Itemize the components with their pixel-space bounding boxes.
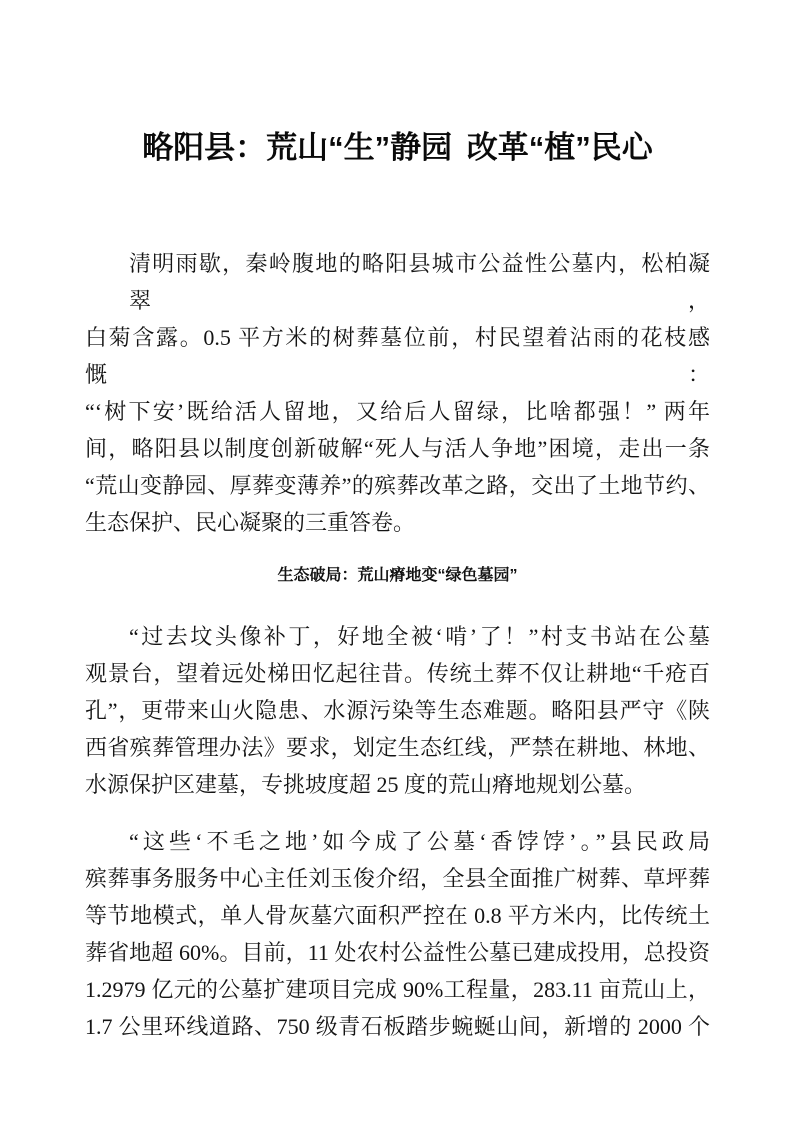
body-line: 清明雨歇，秦岭腹地的略阳县城市公益性公墓内，松柏凝翠，	[129, 251, 710, 313]
body-line: 葬省地超 60%。目前，11 处农村公益性公墓已建成投用，总投资	[85, 940, 710, 965]
body-line: 白菊含露。0.5 平方米的树葬墓位前，村民望着沾雨的花枝感慨：	[85, 325, 710, 387]
body-line: 殡葬事务服务中心主任刘玉俊介绍，全县全面推广树葬、草坪葬	[85, 866, 710, 891]
body-line: “过去坟头像补丁，好地全被‘啃’了！”村支书站在公墓	[129, 624, 710, 649]
body-line: 观景台，望着远处梯田忆起往昔。传统土葬不仅让耕地“千疮百	[85, 661, 710, 686]
body-line: 1.7 公里环线道路、750 级青石板踏步蜿蜒山间，新增的 2000 个	[85, 1014, 710, 1039]
body-line: 西省殡葬管理办法》要求，划定生态红线，严禁在耕地、林地、	[85, 735, 710, 760]
body-line: 生态保护、民心凝聚的三重答卷。	[85, 510, 416, 535]
body-line: “‘树下安’既给活人留地，又给后人留绿，比啥都强！” 两年	[85, 399, 710, 424]
body-line: 孔”，更带来山火隐患、水源污染等生态难题。略阳县严守《陕	[85, 698, 710, 723]
paragraph	[85, 618, 710, 803]
body-line: 间，略阳县以制度创新破解“死人与活人争地”困境，走出一条	[85, 436, 710, 461]
body-line: “这些‘不毛之地’如今成了公墓‘香饽饽’。”县民政局	[129, 829, 710, 854]
body-line: 1.2979 亿元的公墓扩建项目完成 90%工程量，283.11 亩荒山上，	[85, 977, 710, 1002]
section-heading: 生态破局：荒山瘠地变“绿色墓园”	[277, 567, 518, 584]
document-body	[85, 245, 710, 1045]
body-line: “荒山变静园、厚葬变薄养”的殡葬改革之路，交出了土地节约、	[85, 473, 710, 498]
body-line: 等节地模式，单人骨灰墓穴面积严控在 0.8 平方米内，比传统土	[85, 903, 710, 928]
document-title: 略阳县：荒山“生”静园 改革“植”民心	[142, 130, 653, 165]
body-line: 水源保护区建墓，专挑坡度超 25 度的荒山瘠地规划公墓。	[85, 772, 647, 797]
paragraph	[85, 245, 710, 541]
paragraph	[85, 823, 710, 1045]
